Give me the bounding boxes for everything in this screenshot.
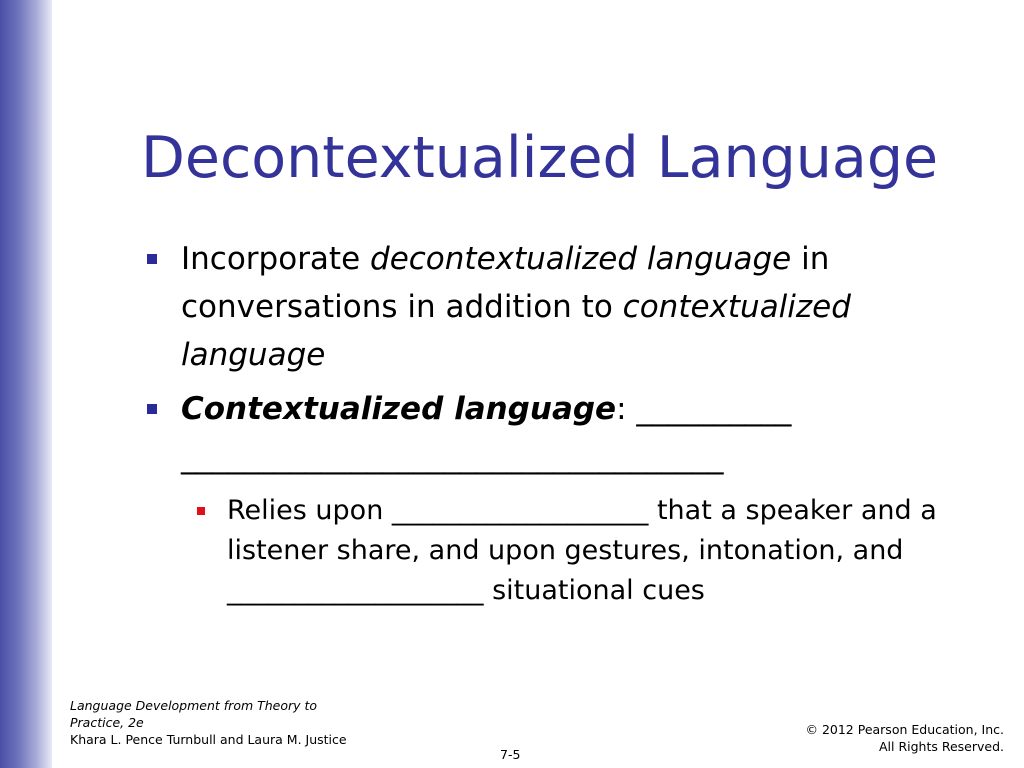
page-number: 7-5: [500, 747, 521, 762]
bullet-text: Incorporate: [181, 241, 371, 277]
footer-book-title: Language Development from Theory to Practice, 2e: [70, 698, 318, 730]
side-gradient-bar: [0, 0, 52, 768]
square-bullet-icon: [197, 507, 205, 515]
footer-authors: Khara L. Pence Turnbull and Laura M. Justice: [70, 732, 347, 747]
square-bullet-icon: [147, 254, 157, 264]
bullet-term: Contextualized language: [181, 391, 617, 427]
square-bullet-icon: [147, 404, 157, 414]
bullet-incorporate: [181, 235, 981, 379]
sub-bullet-text: Relies upon ___________________ that a speaker and a listener share, and upon gestures, intonation, and ___________________ situational cues: [227, 495, 937, 606]
rights-text: All Rights Reserved.: [878, 739, 1004, 754]
bullet-emphasis: contextualized language: [181, 289, 851, 373]
bullet-emphasis: decontextualized language: [370, 241, 792, 277]
copyright-text: © 2012 Pearson Education, Inc.: [805, 722, 1004, 737]
bullet-contextualized: [181, 385, 981, 481]
slide-title: Decontextualized Language: [141, 125, 939, 191]
footer-book-info: [70, 697, 360, 748]
footer-copyright: [805, 721, 1004, 755]
bullet-text: in conversations in addition to: [181, 241, 830, 325]
sub-bullet-relies: [227, 491, 1002, 611]
bullet-blank: : __________ ___________________________________: [181, 391, 792, 475]
